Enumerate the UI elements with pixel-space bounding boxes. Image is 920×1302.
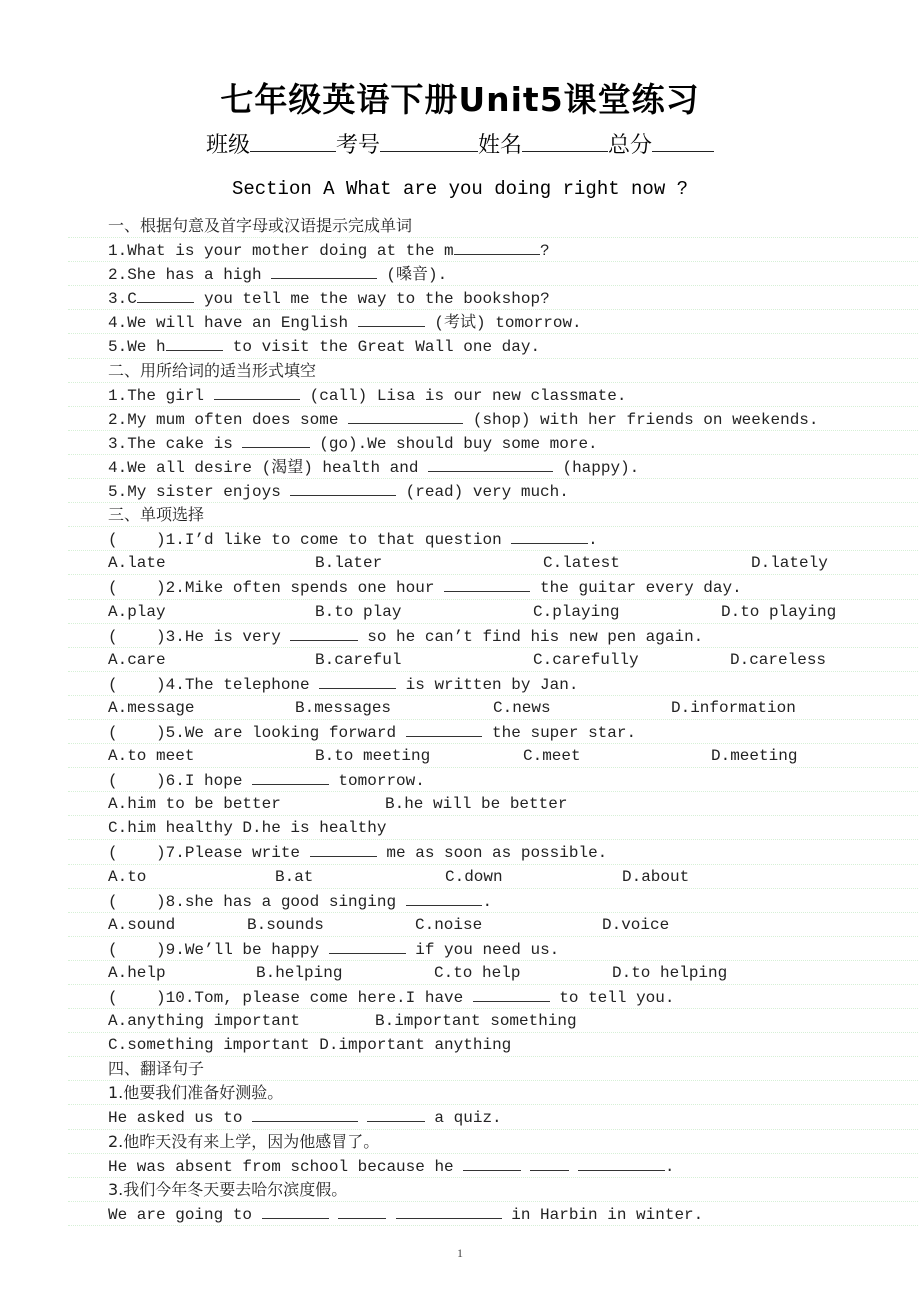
english-sentence bbox=[108, 1202, 868, 1226]
item-text: 2.She has a high bbox=[108, 266, 272, 285]
section-subtitle: Section A What are you doing right now ? bbox=[231, 178, 689, 200]
answer-blank[interactable] bbox=[454, 238, 540, 255]
question-text: . bbox=[588, 531, 598, 550]
space bbox=[386, 1206, 396, 1224]
option-c-d[interactable]: C.him healthy D.he is healthy bbox=[108, 819, 387, 838]
total-score-label: 总分 bbox=[608, 133, 653, 158]
student-info-row bbox=[0, 128, 920, 159]
item-text: (shop) with her friends on weekends. bbox=[463, 410, 819, 429]
option-b[interactable]: B.later bbox=[315, 554, 383, 573]
option-b[interactable]: B.helping bbox=[256, 963, 343, 982]
option-c[interactable]: C.latest bbox=[543, 554, 620, 573]
sentence-text: He was absent from school because he bbox=[108, 1157, 464, 1176]
option-a[interactable]: A.play bbox=[108, 602, 166, 621]
options-row bbox=[108, 816, 868, 840]
page-number: 1 bbox=[457, 1246, 463, 1260]
space bbox=[358, 1109, 368, 1127]
space bbox=[569, 1158, 579, 1176]
total-score-blank[interactable] bbox=[652, 131, 714, 152]
option-d[interactable]: D.to playing bbox=[721, 602, 837, 621]
answer-blank[interactable] bbox=[329, 937, 406, 954]
option-d[interactable]: D.lately bbox=[751, 554, 828, 573]
answer-blank[interactable] bbox=[290, 479, 396, 496]
item-text: (happy). bbox=[552, 458, 640, 477]
question-stem bbox=[108, 527, 868, 551]
item-text: 2.My mum often does some bbox=[108, 410, 349, 429]
question-stem bbox=[108, 985, 868, 1009]
sentence-text: We are going to bbox=[108, 1205, 262, 1224]
question-stem bbox=[108, 720, 868, 744]
option-a[interactable]: A.care bbox=[108, 650, 166, 669]
options-row bbox=[108, 961, 868, 985]
question-stem bbox=[108, 937, 868, 961]
option-b[interactable]: B.at bbox=[275, 867, 314, 886]
chinese-sentence: 3.我们今年冬天要去哈尔滨度假。 bbox=[108, 1178, 868, 1202]
answer-blank[interactable] bbox=[530, 1154, 568, 1171]
answer-blank[interactable] bbox=[578, 1154, 664, 1171]
answer-blank[interactable] bbox=[396, 1202, 502, 1219]
item-text: ? bbox=[540, 242, 550, 261]
question-text: ( )9.We’ll be happy bbox=[108, 940, 329, 959]
question-text: me as soon as possible. bbox=[376, 844, 608, 863]
chinese-sentence: 1.他要我们准备好测验。 bbox=[108, 1081, 868, 1105]
item-text: (嗓音). bbox=[376, 266, 448, 285]
option-a[interactable]: A.him to be better bbox=[108, 795, 281, 814]
fill-in-item bbox=[108, 286, 868, 310]
item-text: (go).We should buy some more. bbox=[309, 434, 598, 453]
answer-blank[interactable] bbox=[262, 1202, 329, 1219]
answer-blank[interactable] bbox=[511, 527, 588, 544]
item-text: 3.C bbox=[108, 290, 137, 309]
option-c[interactable]: C.meet bbox=[523, 747, 581, 766]
item-text: 1.The girl bbox=[108, 386, 214, 405]
question-stem bbox=[108, 889, 868, 913]
question-stem bbox=[108, 840, 868, 864]
answer-blank[interactable] bbox=[137, 286, 195, 303]
option-b[interactable]: B.careful bbox=[315, 650, 402, 669]
options-row bbox=[108, 1009, 868, 1033]
answer-blank[interactable] bbox=[406, 889, 483, 906]
exam-number-label: 考号 bbox=[335, 133, 380, 158]
answer-blank[interactable] bbox=[310, 840, 377, 857]
item-text: 1.What is your mother doing at the m bbox=[108, 242, 454, 261]
answer-blank[interactable] bbox=[271, 262, 377, 279]
page-title: 七年级英语下册Unit5课堂练习 bbox=[220, 80, 700, 119]
section-heading: 二、用所给词的适当形式填空 bbox=[108, 359, 868, 383]
answer-blank[interactable] bbox=[214, 383, 300, 400]
item-text: (call) Lisa is our new classmate. bbox=[300, 386, 627, 405]
question-text: ( )8.she has a good singing bbox=[108, 892, 406, 911]
class-label: 班级 bbox=[205, 133, 250, 158]
sentence-text: He asked us to bbox=[108, 1109, 253, 1128]
item-text: (考试) tomorrow. bbox=[424, 314, 582, 333]
answer-blank[interactable] bbox=[473, 985, 550, 1002]
sentence-text: a quiz. bbox=[424, 1109, 502, 1128]
answer-blank[interactable] bbox=[319, 672, 396, 689]
question-stem bbox=[108, 768, 868, 792]
english-sentence bbox=[108, 1105, 868, 1129]
answer-blank[interactable] bbox=[252, 1105, 358, 1122]
fill-in-item bbox=[108, 383, 868, 407]
item-text: 5.My sister enjoys bbox=[108, 483, 291, 502]
option-b[interactable]: B.messages bbox=[295, 698, 392, 717]
option-a[interactable]: A.to meet bbox=[108, 747, 195, 766]
option-a[interactable]: A.message bbox=[108, 698, 195, 717]
options-row bbox=[108, 792, 868, 816]
name-blank[interactable] bbox=[522, 131, 608, 152]
answer-blank[interactable] bbox=[358, 310, 425, 327]
option-b[interactable]: B.to play bbox=[315, 602, 402, 621]
fill-in-item bbox=[108, 238, 868, 262]
question-text: ( )10.Tom, please come here.I have bbox=[108, 989, 473, 1007]
option-c[interactable]: C.carefully bbox=[533, 650, 639, 669]
class-blank[interactable] bbox=[250, 131, 336, 152]
item-text: you tell me the way to the bookshop? bbox=[194, 290, 550, 309]
answer-blank[interactable] bbox=[463, 1154, 521, 1171]
question-text: so he can’t find his new pen again. bbox=[357, 627, 704, 646]
answer-blank[interactable] bbox=[242, 431, 309, 448]
option-a[interactable]: A.help bbox=[108, 963, 166, 982]
answer-blank[interactable] bbox=[338, 1202, 386, 1219]
question-text: ( )7.Please write bbox=[108, 844, 310, 863]
chinese-sentence: 2.他昨天没有来上学，因为他感冒了。 bbox=[108, 1130, 868, 1154]
option-d[interactable]: D.meeting bbox=[711, 747, 798, 766]
answer-blank[interactable] bbox=[406, 720, 483, 737]
name-label: 姓名 bbox=[478, 133, 523, 158]
option-b[interactable]: B.important something bbox=[375, 1012, 577, 1031]
section-heading: 一、根据句意及首字母或汉语提示完成单词 bbox=[108, 214, 868, 238]
question-text: ( )3.He is very bbox=[108, 627, 291, 646]
question-text: tomorrow. bbox=[328, 772, 425, 791]
question-stem bbox=[108, 672, 868, 696]
options-row bbox=[108, 696, 868, 720]
option-b[interactable]: B.to meeting bbox=[315, 747, 431, 766]
question-text: the guitar every day. bbox=[530, 579, 742, 598]
answer-blank[interactable] bbox=[367, 1105, 425, 1122]
option-b[interactable]: B.sounds bbox=[247, 915, 324, 934]
fill-in-item bbox=[108, 310, 868, 334]
question-text: if you need us. bbox=[405, 940, 560, 959]
space bbox=[521, 1158, 531, 1176]
question-text: ( )2.Mike often spends one hour bbox=[108, 579, 445, 598]
option-d[interactable]: D.to helping bbox=[612, 963, 728, 982]
question-text: the super star. bbox=[482, 723, 637, 742]
option-a[interactable]: A.to bbox=[108, 867, 147, 886]
options-row bbox=[108, 551, 868, 575]
answer-blank[interactable] bbox=[166, 334, 224, 351]
fill-in-item bbox=[108, 407, 868, 431]
sentence-text: . bbox=[664, 1157, 675, 1176]
options-row bbox=[108, 913, 868, 937]
section-heading: 三、单项选择 bbox=[108, 503, 868, 527]
fill-in-item bbox=[108, 334, 868, 358]
item-text: 4.We will have an English bbox=[108, 314, 358, 333]
question-text: ( )1.I’d like to come to that question bbox=[108, 531, 512, 550]
options-row bbox=[108, 600, 868, 624]
fill-in-item bbox=[108, 262, 868, 286]
options-row bbox=[108, 648, 868, 672]
english-sentence bbox=[108, 1154, 868, 1178]
worksheet-body bbox=[108, 214, 868, 1226]
options-row bbox=[108, 1033, 868, 1057]
item-text: to visit the Great Wall one day. bbox=[223, 338, 541, 357]
option-d[interactable]: D.information bbox=[671, 698, 796, 717]
option-c[interactable]: C.to help bbox=[434, 963, 521, 982]
option-c-d[interactable]: C.something important D.important anything bbox=[108, 1036, 512, 1055]
fill-in-item bbox=[108, 431, 868, 455]
option-b[interactable]: B.he will be better bbox=[385, 795, 568, 814]
question-stem bbox=[108, 575, 868, 599]
space bbox=[329, 1206, 339, 1224]
item-text: 5.We h bbox=[108, 338, 166, 357]
question-text: ( )5.We are looking forward bbox=[108, 723, 406, 742]
option-a[interactable]: A.sound bbox=[108, 915, 176, 934]
answer-blank[interactable] bbox=[428, 455, 553, 472]
question-stem bbox=[108, 624, 868, 648]
fill-in-item bbox=[108, 455, 868, 479]
item-text: (read) very much. bbox=[396, 483, 569, 502]
option-c[interactable]: C.noise bbox=[415, 915, 483, 934]
answer-blank[interactable] bbox=[444, 575, 530, 592]
option-d[interactable]: D.careless bbox=[730, 650, 827, 669]
fill-in-item bbox=[108, 479, 868, 503]
option-d[interactable]: D.about bbox=[622, 867, 690, 886]
options-row bbox=[108, 865, 868, 889]
question-text: is written by Jan. bbox=[396, 675, 579, 694]
section-heading: 四、翻译句子 bbox=[108, 1057, 868, 1081]
question-text: ( )6.I hope bbox=[108, 772, 253, 791]
option-a[interactable]: A.late bbox=[108, 554, 166, 573]
sentence-text: in Harbin in winter. bbox=[501, 1205, 704, 1224]
option-d[interactable]: D.voice bbox=[602, 915, 670, 934]
option-c[interactable]: C.news bbox=[493, 698, 551, 717]
option-c[interactable]: C.down bbox=[445, 867, 503, 886]
option-c[interactable]: C.playing bbox=[533, 602, 620, 621]
options-row bbox=[108, 744, 868, 768]
option-a[interactable]: A.anything important bbox=[108, 1012, 301, 1031]
answer-blank[interactable] bbox=[290, 624, 357, 641]
question-text: ( )4.The telephone bbox=[108, 675, 320, 694]
question-text: to tell you. bbox=[549, 989, 675, 1007]
question-text: . bbox=[482, 892, 493, 911]
item-text: 4.We all desire (渴望) health and bbox=[108, 458, 429, 477]
answer-blank[interactable] bbox=[252, 768, 329, 785]
item-text: 3.The cake is bbox=[108, 434, 243, 453]
exam-number-blank[interactable] bbox=[380, 131, 478, 152]
answer-blank[interactable] bbox=[348, 407, 463, 424]
